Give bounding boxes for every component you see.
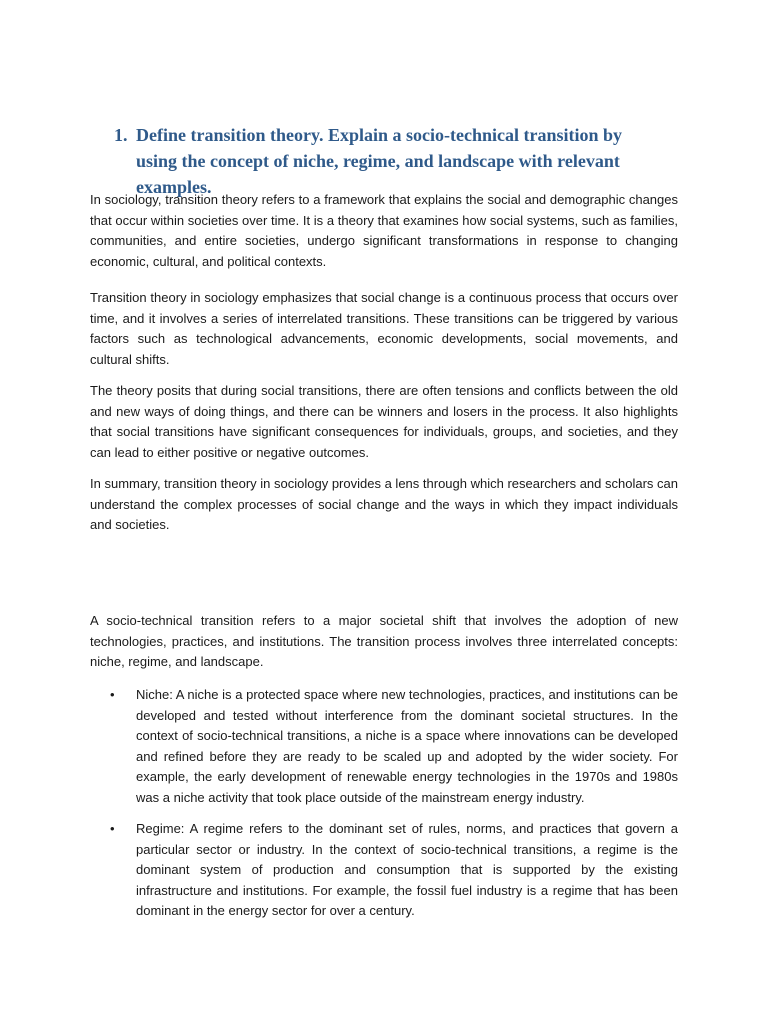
- paragraph-continuous-change: Transition theory in sociology emphasizes that social change is a continuous process that occurs over time, and it involves a series of interrelated transitions. These transitions can be triggered by various factors such as technological advancements, economic developments, social movements, and cultural shifts.: [90, 290, 678, 367]
- bullet-text-regime: Regime: A regime refers to the dominant set of rules, norms, and practices that govern a particular sector or industry. In the context of socio-technical transitions, a regime is the dominant system of production and consumption that is supported by the existing infrastructure and institutions. For example, the fossil fuel industry is a regime that has been dominant in the energy sector for over a century.: [136, 821, 678, 918]
- list-item: [110, 819, 678, 922]
- paragraph-intro: In sociology, transition theory refers to a framework that explains the social and demographic changes that occur within societies over time. It is a theory that examines how social systems, such as families, communities, and entire societies, undergo significant transformations in response to changing economic, cultural, and political contexts.: [90, 192, 678, 269]
- heading-text: Define transition theory. Explain a socio-technical transition by using the concept of niche, regime, and landscape with relevant examples.: [136, 125, 622, 197]
- bullet-text-niche: Niche: A niche is a protected space where new technologies, practices, and institutions can be developed and tested without interference from the dominant societal structures. In the context of socio-technical transitions, a niche is a space where innovations can be developed and refined before they are ready to be scaled up and adopted by the wider society. For example, the early development of renewable energy technologies in the 1970s and 1980s was a niche activity that took place outside of the mainstream energy industry.: [136, 687, 678, 805]
- paragraph-socio-technical: A socio-technical transition refers to a major societal shift that involves the adoption of new technologies, practices, and institutions. The transition process involves three interrelated concepts: niche, regime, and landscape.: [90, 613, 678, 669]
- paragraph-summary: In summary, transition theory in sociology provides a lens through which researchers and scholars can understand the complex processes of social change and the ways in which they impact individuals and societies.: [90, 476, 678, 532]
- list-item: [110, 685, 678, 808]
- heading-number: 1.: [114, 125, 128, 145]
- bullet-marker: •: [110, 821, 115, 836]
- paragraph-tensions: The theory posits that during social transitions, there are often tensions and conflicts between the old and new ways of doing things, and there can be winners and losers in the process. It also highlights that social transitions have significant consequences for individuals, groups, and societies, and they can lead to either positive or negative outcomes.: [90, 383, 678, 460]
- question-heading: [114, 122, 654, 200]
- bullet-marker: •: [110, 687, 115, 702]
